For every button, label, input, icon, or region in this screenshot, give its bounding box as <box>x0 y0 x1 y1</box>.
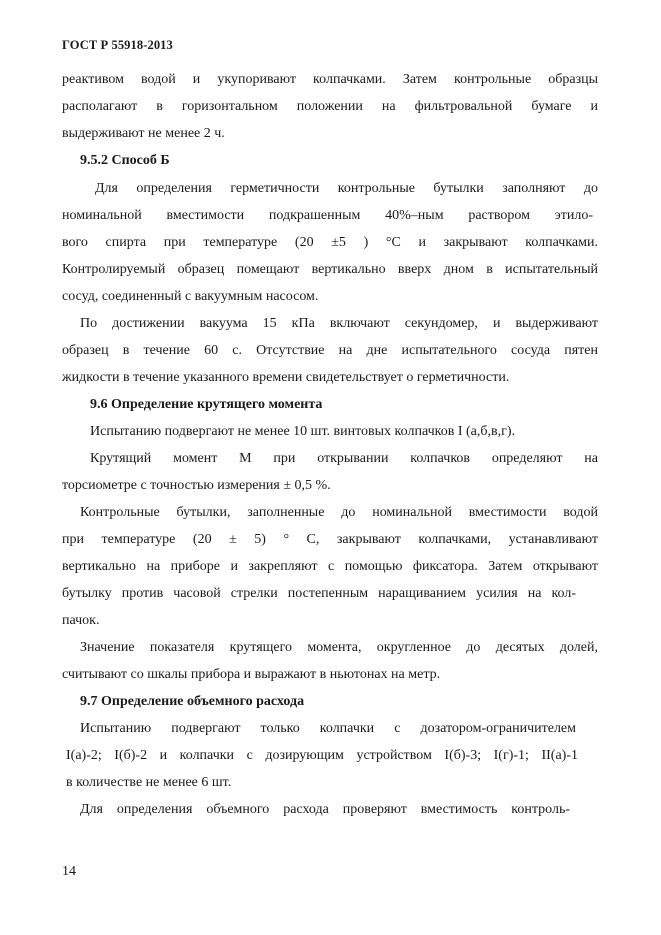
text-line: Для определения объемного расхода проверяют вместимость контроль- <box>80 802 570 817</box>
text-line: Для определения герметичности контрольные бутылки заполняют до <box>95 181 598 196</box>
text-line: располагают в горизонтальном положении на фильтровальной бумаге и <box>62 99 598 114</box>
text-line: бутылку против часовой стрелки постепенным наращиванием усилия на кол- <box>62 586 576 601</box>
text-line: считывают со шкалы прибора и выражают в ньютонах на метр. <box>62 667 441 682</box>
page-number: 14 <box>62 864 76 879</box>
text-line: По достижении вакуума 15 кПа включают секундомер, и выдерживают <box>80 316 598 331</box>
text-line: пачок. <box>62 613 100 628</box>
text-line: Испытанию подвергают только колпачки с дозатором-ограничителем <box>80 721 576 736</box>
text-line: при температуре (20 ± 5) ° С, закрывают колпачками, устанавливают <box>62 532 598 547</box>
text-line: вого спирта при температуре (20 ±5 ) °С и закрывают колпачками. <box>62 235 598 250</box>
text-line: выдерживают не менее 2 ч. <box>62 126 225 141</box>
text-line: I(а)-2; I(б)-2 и колпачки с дозирующим устройством I(б)-3; I(г)-1; II(а)-1 <box>66 748 578 763</box>
text-line: Испытанию подвергают не менее 10 шт. винтовых колпачков I (а,б,в,г). <box>90 424 516 439</box>
section-heading-9-6: 9.6 Определение крутящего момента <box>90 397 323 412</box>
text-line: вертикально на приборе и закрепляют с помощью фиксатора. Затем открывают <box>62 559 598 574</box>
section-heading-9-5-2: 9.5.2 Способ Б <box>80 153 170 168</box>
text-line: реактивом водой и укупоривают колпачками. Затем контрольные образцы <box>62 72 598 87</box>
section-heading-9-7: 9.7 Определение объемного расхода <box>80 694 305 709</box>
text-line: Крутящий момент М при открывании колпачков определяют на <box>90 451 598 466</box>
text-line: жидкости в течение указанного времени свидетельствует о герметичности. <box>62 370 510 385</box>
text-line: торсиометре с точностью измерения ± 0,5 %. <box>62 478 331 493</box>
document-header: ГОСТ Р 55918-2013 <box>62 38 173 52</box>
text-line: номинальной вместимости подкрашенным 40%–ным раствором этило- <box>62 208 593 223</box>
text-line: в количестве не менее 6 шт. <box>66 775 232 790</box>
text-line: Контрольные бутылки, заполненные до номинальной вместимости водой <box>80 505 598 520</box>
text-line: образец в течение 60 с. Отсутствие на дне испытательного сосуда пятен <box>62 343 598 358</box>
text-line: сосуд, соединенный с вакуумным насосом. <box>62 289 319 304</box>
text-line: Контролируемый образец помещают вертикально вверх дном в испытательный <box>62 262 598 277</box>
text-line: Значение показателя крутящего момента, округленное до десятых долей, <box>80 640 598 655</box>
